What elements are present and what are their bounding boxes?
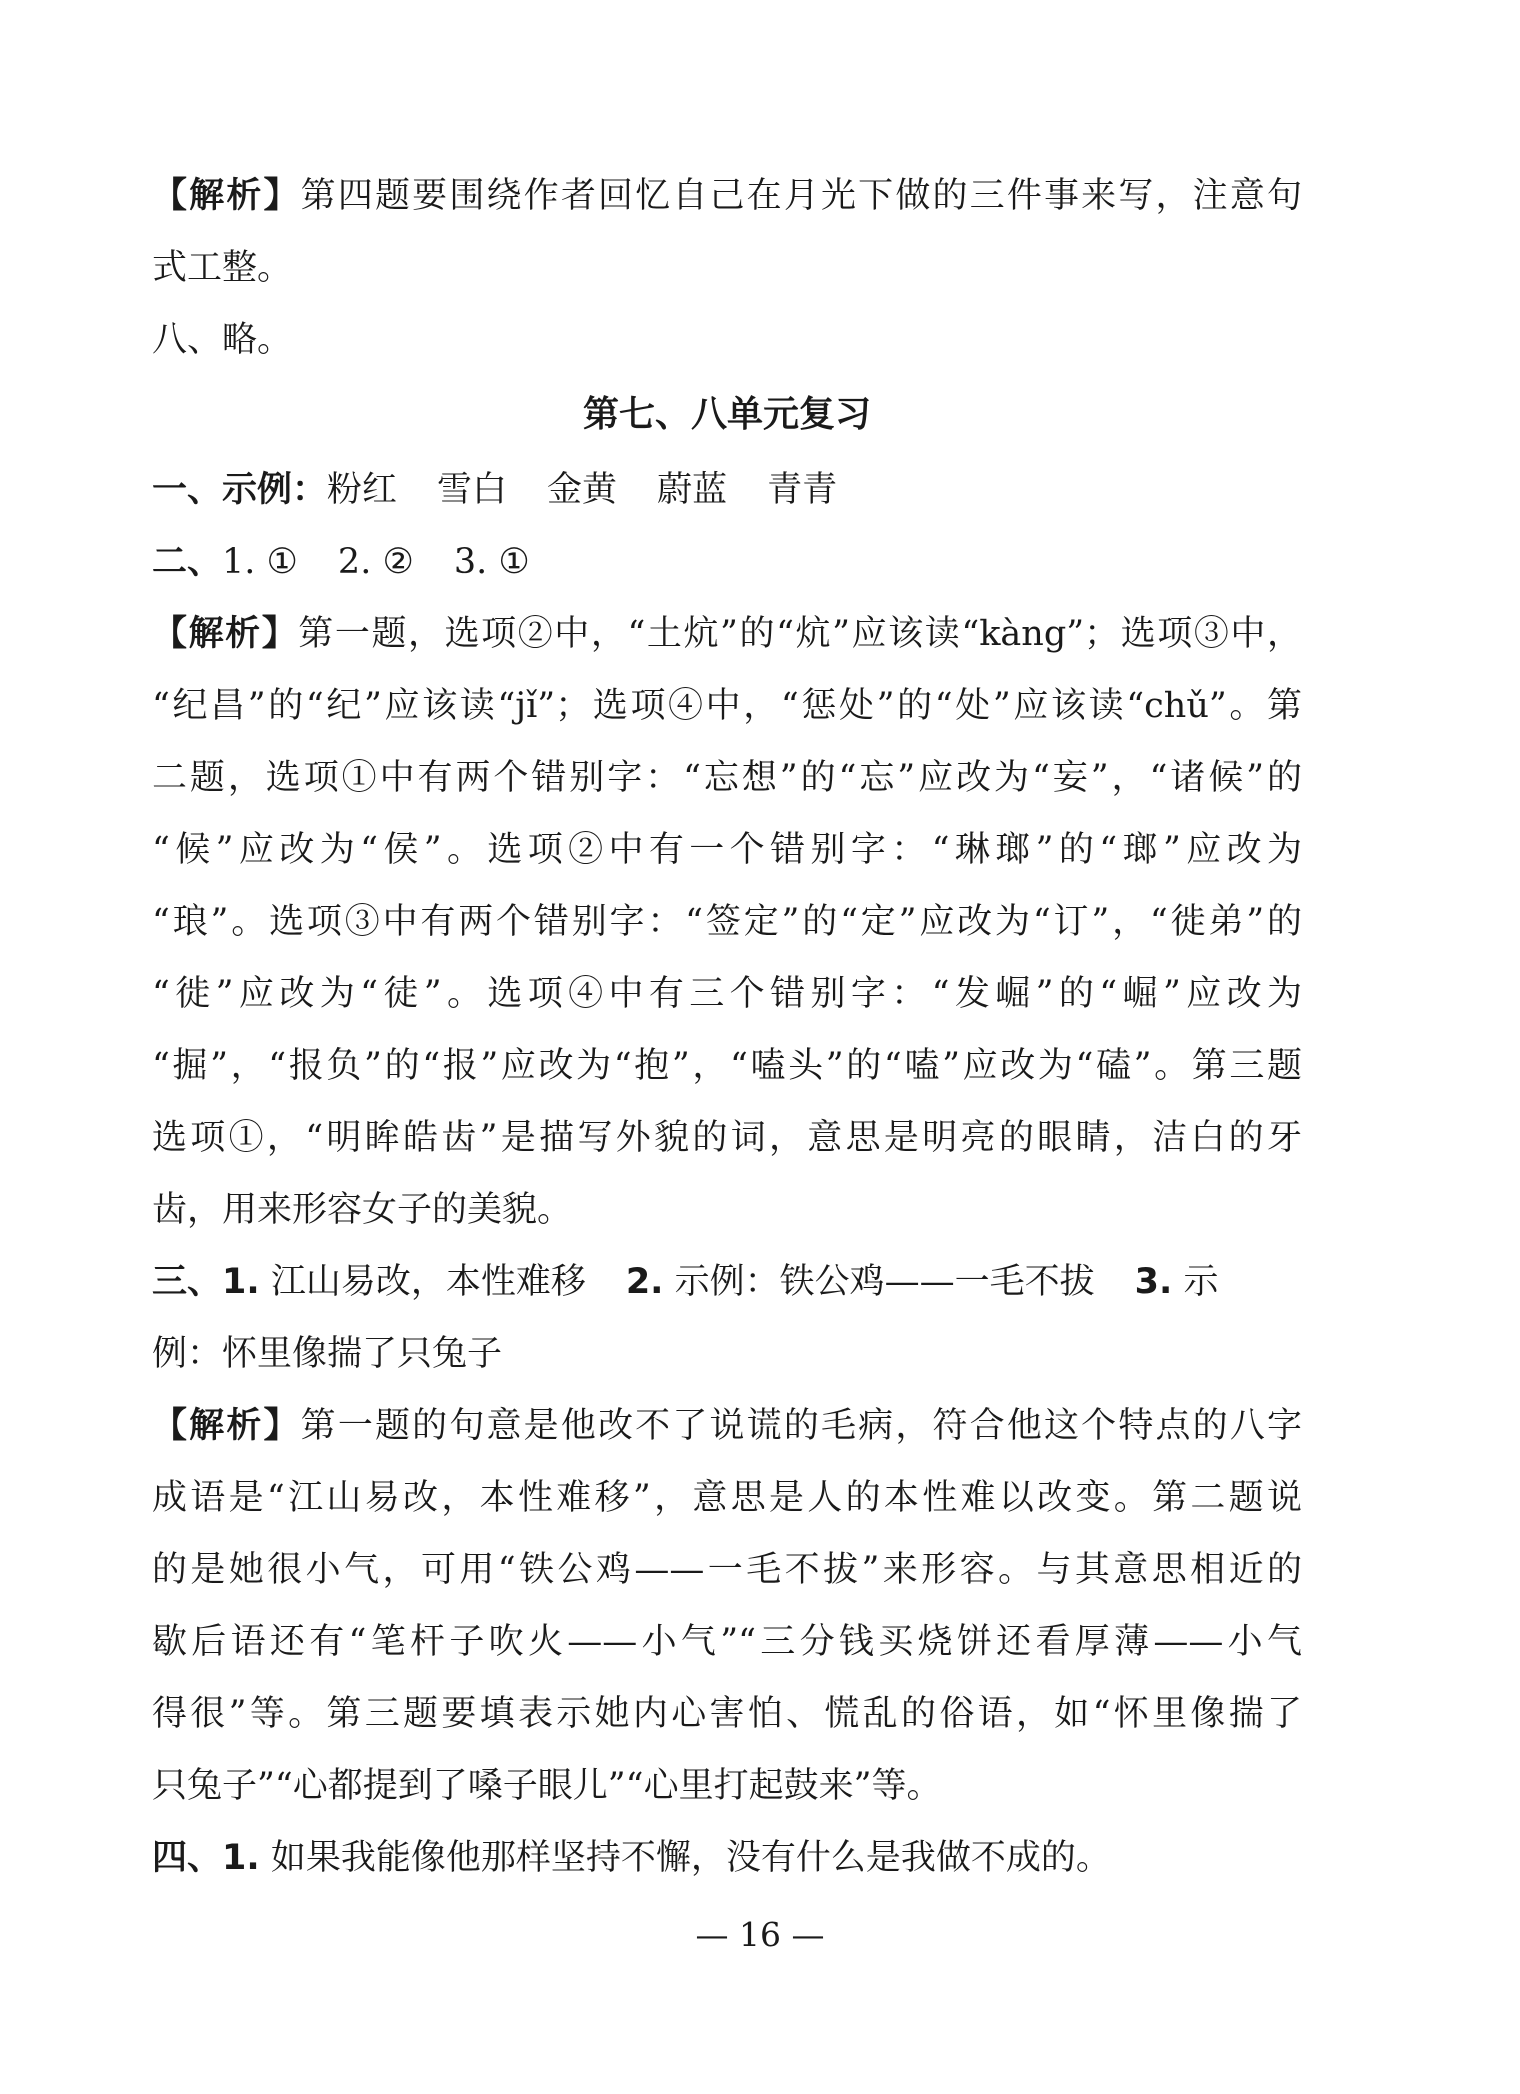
document-body [152, 160, 1302, 1894]
text-line: 例：怀里像揣了只兔子 [152, 1334, 503, 1374]
answer-one [152, 454, 1302, 526]
answer-one-prefix: 一、示例： [152, 470, 328, 510]
item-number: 1. [222, 1838, 260, 1878]
text-line: 式工整。 [152, 248, 293, 288]
analysis-text: 第一题的句意是他改不了说谎的毛病，符合他这个特点的八字 [300, 1406, 1302, 1446]
answer-word: 青青 [767, 470, 838, 510]
text-line: “琅”。选项③中有两个错别字：“签定”的“定”应改为“订”，“徙弟”的 [152, 902, 1302, 942]
answer-item: 1. ① [222, 542, 298, 582]
answer-two-prefix: 二、 [152, 542, 223, 582]
text-line: 二题，选项①中有两个错别字：“忘想”的“忘”应改为“妄”，“诸候”的 [152, 758, 1302, 798]
item-number: 1. [222, 1262, 260, 1302]
text-line: “候”应改为“侯”。选项②中有一个错别字：“琳瑯”的“瑯”应改为 [152, 830, 1302, 870]
answer-word: 粉红 [327, 470, 398, 510]
answer-two [152, 526, 1302, 598]
analysis-line [152, 598, 1302, 670]
text-line: 只兔子”“心都提到了嗓子眼儿”“心里打起鼓来”等。 [152, 1766, 942, 1806]
item-number: 3. [1134, 1262, 1173, 1302]
analysis-text: 第四题要围绕作者回忆自己在月光下做的三件事来写，注意句 [300, 176, 1302, 216]
text-line: “掘”，“报负”的“报”应改为“抱”，“嗑头”的“嗑”应改为“磕”。第三题 [152, 1046, 1302, 1086]
section-title: 第七、八单元复习 [582, 394, 871, 435]
text-line: “纪昌”的“纪”应该读“jǐ”；选项④中，“惩处”的“处”应该读“chǔ”。第 [152, 686, 1302, 726]
item-text: 示例：铁公鸡——一毛不拔 [674, 1262, 1095, 1302]
text-line: 选项①，“明眸皓齿”是描写外貌的词，意思是明亮的眼睛，洁白的牙 [152, 1118, 1302, 1158]
answer-four [152, 1822, 1302, 1894]
answer-three-prefix: 三、 [152, 1262, 223, 1302]
item-number: 2. [625, 1262, 664, 1302]
page-number: — 16 — [695, 1915, 825, 1954]
item-text: 示 [1183, 1262, 1219, 1302]
text-line: “徙”应改为“徒”。选项④中有三个错别字：“发崛”的“崛”应改为 [152, 974, 1302, 1014]
answer-three [152, 1246, 1302, 1318]
answer-item: 2. ② [337, 542, 414, 582]
text-line: 成语是“江山易改，本性难移”，意思是人的本性难以改变。第二题说 [152, 1478, 1302, 1518]
text-line: 歇后语还有“笔杆子吹火——小气”“三分钱买烧饼还看厚薄——小气 [152, 1622, 1302, 1662]
analysis-label: 【解析】 [152, 614, 299, 654]
analysis-label: 【解析】 [152, 1406, 301, 1446]
text-line: 的是她很小气，可用“铁公鸡——一毛不拔”来形容。与其意思相近的 [152, 1550, 1302, 1590]
answer-eight: 八、略。 [152, 320, 293, 360]
answer-word: 雪白 [437, 470, 508, 510]
answer-word: 金黄 [547, 470, 618, 510]
text-line: 齿，用来形容女子的美貌。 [152, 1190, 573, 1230]
item-text: 江山易改，本性难移 [270, 1262, 586, 1302]
analysis-line [152, 1390, 1302, 1462]
analysis-label: 【解析】 [152, 176, 301, 216]
answer-four-prefix: 四、 [152, 1838, 223, 1878]
analysis-line [152, 160, 1302, 232]
answer-item: 3. ① [453, 542, 530, 582]
text-line: 得很”等。第三题要填表示她内心害怕、慌乱的俗语，如“怀里像揣了 [152, 1694, 1302, 1734]
answer-word: 蔚蓝 [657, 470, 728, 510]
item-text: 如果我能像他那样坚持不懈，没有什么是我做不成的。 [270, 1838, 1111, 1878]
analysis-text: 第一题，选项②中，“土炕”的“炕”应该读“kàng”；选项③中， [298, 614, 1302, 654]
